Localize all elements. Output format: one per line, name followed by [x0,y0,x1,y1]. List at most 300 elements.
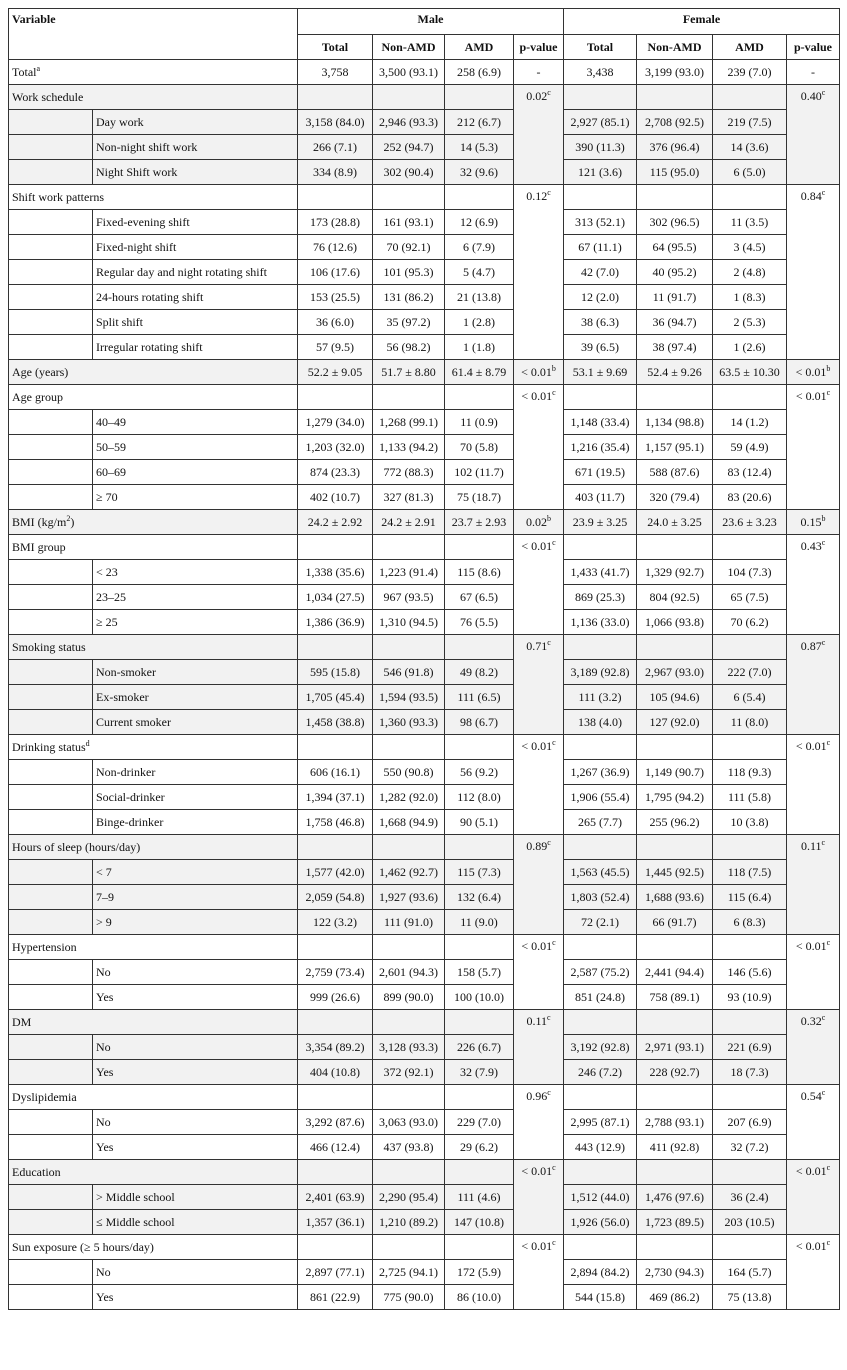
category-label: Regular day and night rotating shift [93,260,298,285]
value-cell: 3 (4.5) [713,235,787,260]
indent-cell [9,410,93,435]
empty-cell [445,185,514,210]
value-cell: 23.6 ± 3.23 [713,510,787,535]
empty-cell [637,835,713,860]
value-cell: 10 (3.8) [713,810,787,835]
p-value-female: 0.32$^c$ [787,1010,840,1085]
value-cell: 1,723 (89.5) [637,1210,713,1235]
value-cell: 2,971 (93.1) [637,1035,713,1060]
value-cell: 1,906 (55.4) [564,785,637,810]
table-row [9,335,840,360]
value-cell: 1,310 (94.5) [373,610,445,635]
value-cell: 59 (4.9) [713,435,787,460]
empty-cell [637,1160,713,1185]
empty-cell [298,1235,373,1260]
value-cell: 105 (94.6) [637,685,713,710]
category-label: 50–59 [93,435,298,460]
value-cell: 246 (7.2) [564,1060,637,1085]
p-value-female: 0.43$^c$ [787,535,840,635]
empty-cell [445,1010,514,1035]
category-label: < 7 [93,860,298,885]
table-row [9,435,840,460]
variable-group-label: Sun exposure (≥ 5 hours/day) [9,1235,298,1260]
value-cell: 222 (7.0) [713,660,787,685]
table-row [9,485,840,510]
table-row [9,1135,840,1160]
value-cell: 1,268 (99.1) [373,410,445,435]
footnote-marker: c [826,1238,831,1247]
p-value-female: < 0.01$^c$ [787,1160,840,1235]
value-cell: 1,133 (94.2) [373,435,445,460]
footnote-marker: c [547,188,551,197]
value-cell: 2,401 (63.9) [298,1185,373,1210]
category-label: < 23 [93,560,298,585]
value-cell: 66 (91.7) [637,910,713,935]
value-cell: 1,282 (92.0) [373,785,445,810]
value-cell: 38 (6.3) [564,310,637,335]
footnote-marker: b [547,514,551,523]
value-cell: 207 (6.9) [713,1110,787,1135]
category-label: ≤ Middle school [93,1210,298,1235]
empty-cell [713,535,787,560]
value-cell: 544 (15.8) [564,1285,637,1310]
empty-cell [373,535,445,560]
value-cell: 1 (2.6) [713,335,787,360]
footnote-marker: c [821,838,826,847]
value-cell: 1,577 (42.0) [298,860,373,885]
empty-cell [564,835,637,860]
value-cell: 3,128 (93.3) [373,1035,445,1060]
value-cell: 24.2 ± 2.92 [298,510,373,535]
value-cell: 111 (91.0) [373,910,445,935]
p-value-cell: 0.15$^b$ [787,510,840,535]
empty-cell [373,185,445,210]
empty-cell [445,385,514,410]
header-male-amd: AMD [445,35,514,60]
p-value-male: 0.71$^c$ [514,635,564,735]
empty-cell [637,385,713,410]
p-value-female: < 0.01$^c$ [787,1235,840,1310]
table-row [9,260,840,285]
footnote-marker: c [552,738,556,747]
value-cell: 2,967 (93.0) [637,660,713,685]
value-cell: 138 (4.0) [564,710,637,735]
value-cell: 63.5 ± 10.30 [713,360,787,385]
value-cell: 3,063 (93.0) [373,1110,445,1135]
empty-cell [445,1085,514,1110]
table-row [9,810,840,835]
value-cell: 1,034 (27.5) [298,585,373,610]
empty-cell [564,185,637,210]
value-cell: 2,730 (94.3) [637,1260,713,1285]
value-cell: 226 (6.7) [445,1035,514,1060]
value-cell: 106 (17.6) [298,260,373,285]
value-cell: 3,758 [298,60,373,85]
empty-cell [564,535,637,560]
value-cell: 115 (7.3) [445,860,514,885]
value-cell: 1,148 (33.4) [564,410,637,435]
footnote-marker: c [547,838,551,847]
value-cell: 56 (9.2) [445,760,514,785]
value-cell: 221 (6.9) [713,1035,787,1060]
category-label: Social-drinker [93,785,298,810]
empty-cell [373,1235,445,1260]
value-cell: 12 (6.9) [445,210,514,235]
empty-cell [298,635,373,660]
value-cell: 2,601 (94.3) [373,960,445,985]
value-cell: 266 (7.1) [298,135,373,160]
category-label: No [93,1260,298,1285]
category-label: > 9 [93,910,298,935]
category-label: Day work [93,110,298,135]
empty-cell [564,385,637,410]
indent-cell [9,810,93,835]
header-male-p-value: p-value [514,35,564,60]
indent-cell [9,135,93,160]
amd-characteristics-table [8,8,840,1310]
value-cell: 1,476 (97.6) [637,1185,713,1210]
footnote-marker: c [547,1088,551,1097]
value-cell: 403 (11.7) [564,485,637,510]
table-row [9,1010,840,1035]
table-row [9,535,840,560]
empty-cell [373,635,445,660]
category-label: 24-hours rotating shift [93,285,298,310]
value-cell: 111 (4.6) [445,1185,514,1210]
empty-cell [713,735,787,760]
value-cell: 1,223 (91.4) [373,560,445,585]
p-value-male: 0.12$^c$ [514,185,564,360]
value-cell: 1,338 (35.6) [298,560,373,585]
category-label: Yes [93,1285,298,1310]
category-label: ≥ 25 [93,610,298,635]
value-cell: 999 (26.6) [298,985,373,1010]
empty-cell [445,935,514,960]
value-cell: 146 (5.6) [713,960,787,985]
header-female-amd: AMD [713,35,787,60]
empty-cell [564,1160,637,1185]
empty-cell [564,85,637,110]
footnote-marker: c [826,738,831,747]
value-cell: 851 (24.8) [564,985,637,1010]
value-cell: 121 (3.6) [564,160,637,185]
value-cell: 1,668 (94.9) [373,810,445,835]
value-cell: 775 (90.0) [373,1285,445,1310]
value-cell: 70 (92.1) [373,235,445,260]
variable-group-label: Drinking status$^d$ [9,735,298,760]
empty-cell [713,385,787,410]
value-cell: 1,267 (36.9) [564,760,637,785]
value-cell: 1,594 (93.5) [373,685,445,710]
table-row [9,885,840,910]
value-cell: 131 (86.2) [373,285,445,310]
value-cell: 42 (7.0) [564,260,637,285]
value-cell: 115 (8.6) [445,560,514,585]
value-cell: 2,894 (84.2) [564,1260,637,1285]
empty-cell [373,1010,445,1035]
empty-cell [298,1160,373,1185]
indent-cell [9,885,93,910]
footnote-marker: c [821,188,826,197]
value-cell: 2,441 (94.4) [637,960,713,985]
empty-cell [713,185,787,210]
indent-cell [9,210,93,235]
value-cell: 6 (5.0) [713,160,787,185]
value-cell: 869 (25.3) [564,585,637,610]
value-cell: 36 (2.4) [713,1185,787,1210]
value-cell: 75 (13.8) [713,1285,787,1310]
value-cell: 38 (97.4) [637,335,713,360]
indent-cell [9,335,93,360]
value-cell: 76 (12.6) [298,235,373,260]
p-value-female: 0.54$^c$ [787,1085,840,1160]
value-cell: 100 (10.0) [445,985,514,1010]
header-female: Female [564,9,840,35]
value-cell: 372 (92.1) [373,1060,445,1085]
category-label: Night Shift work [93,160,298,185]
value-cell: 35 (97.2) [373,310,445,335]
footnote-marker: c [552,1238,556,1247]
indent-cell [9,785,93,810]
table-row [9,160,840,185]
empty-cell [373,935,445,960]
table-row [9,1210,840,1235]
footnote-marker: c [821,638,826,647]
value-cell: 21 (13.8) [445,285,514,310]
value-cell: 1,360 (93.3) [373,710,445,735]
p-value-female: < 0.01$^c$ [787,385,840,510]
table-row [9,610,840,635]
variable-group-label: BMI group [9,535,298,560]
footnote-marker: a [36,64,41,73]
category-label: 23–25 [93,585,298,610]
empty-cell [564,735,637,760]
table-row [9,385,840,410]
table-row [9,235,840,260]
p-value-male: < 0.01$^c$ [514,735,564,835]
value-cell: 2,059 (54.8) [298,885,373,910]
table-row [9,460,840,485]
category-label: > Middle school [93,1185,298,1210]
category-label: Current smoker [93,710,298,735]
value-cell: 302 (96.5) [637,210,713,235]
category-label: Non-night shift work [93,135,298,160]
indent-cell [9,1210,93,1235]
variable-group-label: Dyslipidemia [9,1085,298,1110]
value-cell: 469 (86.2) [637,1285,713,1310]
value-cell: 212 (6.7) [445,110,514,135]
empty-cell [298,1085,373,1110]
value-cell: 219 (7.5) [713,110,787,135]
header-male-total: Total [298,35,373,60]
value-cell: 18 (7.3) [713,1060,787,1085]
empty-cell [298,935,373,960]
value-cell: 14 (5.3) [445,135,514,160]
empty-cell [373,835,445,860]
value-cell: 11 (8.0) [713,710,787,735]
variable-group-label: Smoking status [9,635,298,660]
value-cell: 327 (81.3) [373,485,445,510]
indent-cell [9,260,93,285]
value-cell: 23.7 ± 2.93 [445,510,514,535]
indent-cell [9,435,93,460]
table-row [9,285,840,310]
empty-cell [445,1160,514,1185]
value-cell: 588 (87.6) [637,460,713,485]
indent-cell [9,910,93,935]
indent-cell [9,460,93,485]
empty-cell [564,1085,637,1110]
footnote-marker: c [547,1013,551,1022]
footnote-marker: d [85,739,90,748]
value-cell: 67 (6.5) [445,585,514,610]
indent-cell [9,160,93,185]
empty-cell [298,85,373,110]
table-row [9,985,840,1010]
value-cell: 1,433 (41.7) [564,560,637,585]
p-value-male: 0.96$^c$ [514,1085,564,1160]
value-cell: 2,725 (94.1) [373,1260,445,1285]
value-cell: 1,134 (98.8) [637,410,713,435]
value-cell: 1,149 (90.7) [637,760,713,785]
empty-cell [445,735,514,760]
empty-cell [637,535,713,560]
value-cell: 804 (92.5) [637,585,713,610]
value-cell: 1,512 (44.0) [564,1185,637,1210]
empty-cell [637,1085,713,1110]
value-cell: 101 (95.3) [373,260,445,285]
value-cell: 239 (7.0) [713,60,787,85]
p-value-cell: < 0.01$^b$ [787,360,840,385]
empty-cell [445,1235,514,1260]
value-cell: 6 (5.4) [713,685,787,710]
value-cell: 32 (7.9) [445,1060,514,1085]
value-cell: 161 (93.1) [373,210,445,235]
value-cell: 115 (6.4) [713,885,787,910]
indent-cell [9,610,93,635]
value-cell: 70 (5.8) [445,435,514,460]
value-cell: 32 (9.6) [445,160,514,185]
value-cell: 252 (94.7) [373,135,445,160]
table-row [9,735,840,760]
footnote-marker: c [547,638,551,647]
empty-cell [637,1235,713,1260]
value-cell: 75 (18.7) [445,485,514,510]
value-cell: 255 (96.2) [637,810,713,835]
value-cell: 3,192 (92.8) [564,1035,637,1060]
variable-label: Total$^a$ [9,60,298,85]
empty-cell [637,635,713,660]
empty-cell [637,185,713,210]
empty-cell [713,635,787,660]
value-cell: 1,445 (92.5) [637,860,713,885]
indent-cell [9,1285,93,1310]
empty-cell [373,85,445,110]
value-cell: 1,210 (89.2) [373,1210,445,1235]
table-row [9,585,840,610]
empty-cell [445,535,514,560]
table-row [9,85,840,110]
value-cell: 172 (5.9) [445,1260,514,1285]
value-cell: 861 (22.9) [298,1285,373,1310]
value-cell: 1 (8.3) [713,285,787,310]
value-cell: 402 (10.7) [298,485,373,510]
table-row [9,210,840,235]
value-cell: 258 (6.9) [445,60,514,85]
table-row [9,685,840,710]
value-cell: 70 (6.2) [713,610,787,635]
variable-label: BMI $(kg/m^2)$ [9,510,298,535]
table-row [9,635,840,660]
value-cell: 14 (1.2) [713,410,787,435]
category-label: Yes [93,985,298,1010]
value-cell: 56 (98.2) [373,335,445,360]
value-cell: 32 (7.2) [713,1135,787,1160]
value-cell: 1,203 (32.0) [298,435,373,460]
value-cell: 5 (4.7) [445,260,514,285]
value-cell: 550 (90.8) [373,760,445,785]
value-cell: 1,136 (33.0) [564,610,637,635]
value-cell: 2,788 (93.1) [637,1110,713,1135]
indent-cell [9,485,93,510]
table-row [9,135,840,160]
p-value-cell: 0.02$^b$ [514,510,564,535]
value-cell: 1,386 (36.9) [298,610,373,635]
category-label: 60–69 [93,460,298,485]
value-cell: 23.9 ± 3.25 [564,510,637,535]
indent-cell [9,1185,93,1210]
table-row [9,60,840,85]
footnote-marker: c [547,88,551,97]
p-value-male: < 0.01$^c$ [514,385,564,510]
value-cell: 229 (7.0) [445,1110,514,1135]
table-row [9,510,840,535]
indent-cell [9,1135,93,1160]
value-cell: 83 (12.4) [713,460,787,485]
p-value-female: 0.87$^c$ [787,635,840,735]
value-cell: 57 (9.5) [298,335,373,360]
value-cell: 2,290 (95.4) [373,1185,445,1210]
header-female-p-value: p-value [787,35,840,60]
empty-cell [713,935,787,960]
value-cell: 606 (16.1) [298,760,373,785]
category-label: Fixed-night shift [93,235,298,260]
table-row [9,1085,840,1110]
empty-cell [298,185,373,210]
value-cell: 758 (89.1) [637,985,713,1010]
value-cell: 118 (7.5) [713,860,787,885]
empty-cell [564,935,637,960]
value-cell: 24.0 ± 3.25 [637,510,713,535]
value-cell: 390 (11.3) [564,135,637,160]
p-value-male: 0.89$^c$ [514,835,564,935]
value-cell: 72 (2.1) [564,910,637,935]
value-cell: 61.4 ± 8.79 [445,360,514,385]
category-label: Fixed-evening shift [93,210,298,235]
value-cell: 3,158 (84.0) [298,110,373,135]
table-row [9,1110,840,1135]
value-cell: 546 (91.8) [373,660,445,685]
indent-cell [9,760,93,785]
value-cell: 3,189 (92.8) [564,660,637,685]
footnote-marker: c [826,938,831,947]
value-cell: 265 (7.7) [564,810,637,835]
value-cell: 3,500 (93.1) [373,60,445,85]
empty-cell [713,835,787,860]
category-label: Yes [93,1060,298,1085]
value-cell: 313 (52.1) [564,210,637,235]
table-row [9,1060,840,1085]
